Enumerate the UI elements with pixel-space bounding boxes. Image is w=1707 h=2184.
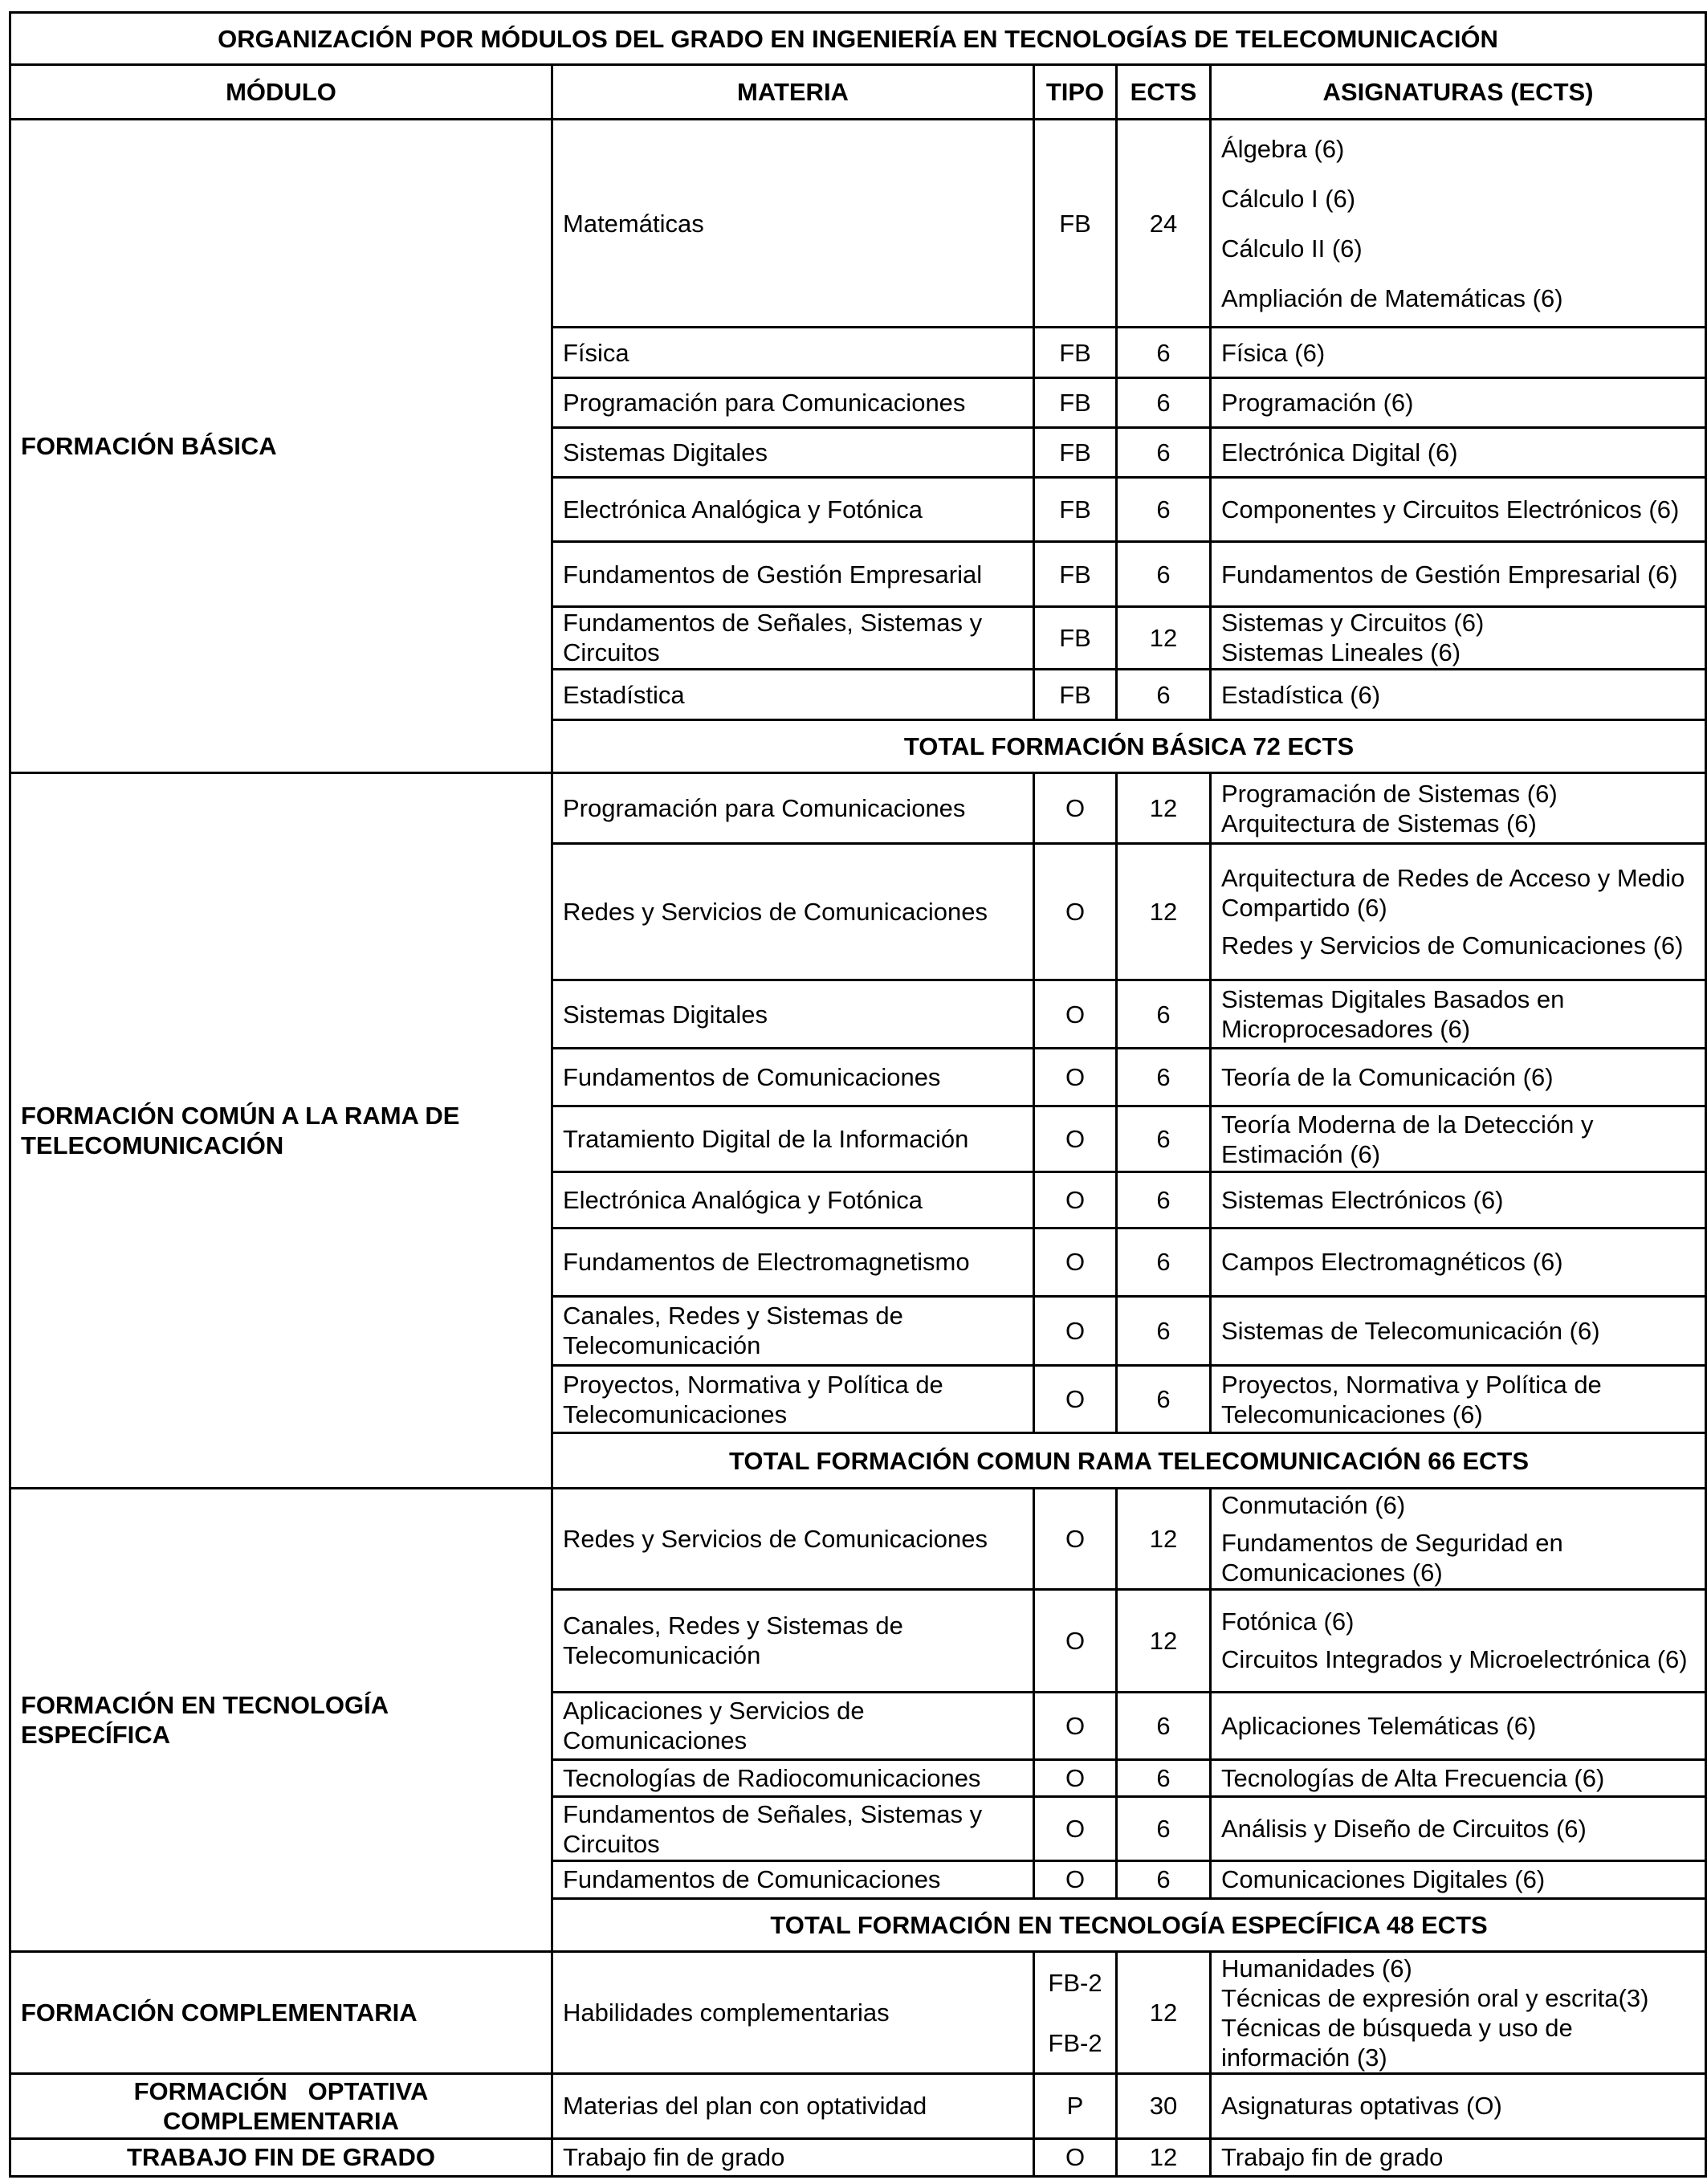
ects-cell: 6 [1117,1106,1211,1171]
ects-cell: 6 [1117,1228,1211,1296]
asignaturas-cell [1211,1488,1706,1589]
asignatura: Redes y Servicios de Comunicaciones (6) [1221,931,1684,960]
header-row [10,65,1706,120]
ects-cell: 6 [1117,377,1211,427]
asignaturas-cell: Asignaturas optativas (O) [1211,2074,1706,2138]
asignaturas-cell [1211,773,1706,843]
tipo-cell: FB [1034,328,1117,377]
tipo-cell: O [1034,1861,1117,1898]
materia-cell: Proyectos, Normativa y Política de Telecomunicaciones [552,1366,1034,1433]
asignatura: Programación de Sistemas (6) [1221,779,1558,808]
tipo-cell: O [1034,1228,1117,1296]
asignatura: Técnicas de búsqueda y uso de información (3) [1221,2013,1573,2072]
tipo-value: FB-2 [1048,1968,1102,1997]
modules-table [9,11,1707,2178]
tipo-cell: O [1034,843,1117,980]
asignaturas-cell: Teoría de la Comunicación (6) [1211,1048,1706,1106]
tipo-cell: O [1034,773,1117,843]
asignaturas-cell: Teoría Moderna de la Detección y Estimación (6) [1211,1106,1706,1171]
materia-cell: Habilidades complementarias [552,1951,1034,2074]
tipo-cell: FB [1034,478,1117,542]
tipo-cell: O [1034,1692,1117,1759]
materia-cell: Física [552,328,1034,377]
title-row [10,13,1706,65]
asignatura: Cálculo II (6) [1221,234,1363,263]
asignaturas-cell: Electrónica Digital (6) [1211,427,1706,477]
total-comun: TOTAL FORMACIÓN COMUN RAMA TELECOMUNICACIÓN 66 ECTS [552,1433,1706,1488]
ects-cell: 6 [1117,1861,1211,1898]
tipo-cell: O [1034,1797,1117,1861]
ects-cell: 12 [1117,1951,1211,2074]
asignaturas-cell: Proyectos, Normativa y Política de Telecomunicaciones (6) [1211,1366,1706,1433]
asignatura: Humanidades (6) [1221,1954,1412,1982]
tipo-cell [1034,1951,1117,2074]
tipo-cell: O [1034,1759,1117,1796]
ects-cell: 6 [1117,669,1211,719]
ects-cell: 12 [1117,606,1211,669]
materia-cell: Fundamentos de Comunicaciones [552,1861,1034,1898]
materia-cell: Redes y Servicios de Comunicaciones [552,843,1034,980]
header-materia: MATERIA [552,65,1034,120]
table-row [10,2074,1706,2138]
ects-cell: 6 [1117,1797,1211,1861]
materia-cell: Aplicaciones y Servicios de Comunicaciones [552,1692,1034,1759]
materia-cell: Fundamentos de Señales, Sistemas y Circuitos [552,606,1034,669]
asignaturas-cell: Aplicaciones Telemáticas (6) [1211,1692,1706,1759]
asignatura: Ampliación de Matemáticas (6) [1221,283,1563,312]
asignaturas-cell [1211,1951,1706,2074]
table-row [10,1488,1706,1589]
tipo-cell: O [1034,1488,1117,1589]
asignaturas-cell [1211,606,1706,669]
asignaturas-cell: Sistemas Digitales Basados en Microprocesadores (6) [1211,980,1706,1048]
tipo-cell: O [1034,1296,1117,1365]
materia-cell: Redes y Servicios de Comunicaciones [552,1488,1034,1589]
asignaturas-cell: Sistemas de Telecomunicación (6) [1211,1296,1706,1365]
ects-cell: 12 [1117,2138,1211,2176]
materia-cell: Materias del plan con optatividad [552,2074,1034,2138]
module-cell-tfg: TRABAJO FIN DE GRADO [10,2138,552,2176]
total-especifica: TOTAL FORMACIÓN EN TECNOLOGÍA ESPECÍFICA 48 ECTS [552,1898,1706,1951]
asignaturas-cell: Campos Electromagnéticos (6) [1211,1228,1706,1296]
materia-cell: Electrónica Analógica y Fotónica [552,1172,1034,1228]
materia-cell: Electrónica Analógica y Fotónica [552,478,1034,542]
materia-cell: Tecnologías de Radiocomunicaciones [552,1759,1034,1796]
tipo-cell: FB [1034,427,1117,477]
tipo-value: FB-2 [1048,2028,1102,2057]
tipo-cell: O [1034,1048,1117,1106]
asignaturas-cell [1211,120,1706,328]
module-cell-basica: FORMACIÓN BÁSICA [10,120,552,773]
tipo-cell: FB [1034,606,1117,669]
module-cell-especifica: FORMACIÓN EN TECNOLOGÍA ESPECÍFICA [10,1488,552,1951]
table-row [10,1951,1706,2074]
asignatura: Arquitectura de Sistemas (6) [1221,809,1537,837]
tipo-cell: O [1034,2138,1117,2176]
tipo-cell: FB [1034,120,1117,328]
asignatura: Arquitectura de Redes de Acceso y Medio Compartido (6) [1221,864,1685,923]
ects-cell: 6 [1117,478,1211,542]
materia-cell: Fundamentos de Electromagnetismo [552,1228,1034,1296]
tipo-cell: O [1034,1172,1117,1228]
materia-cell: Fundamentos de Señales, Sistemas y Circuitos [552,1797,1034,1861]
asignaturas-cell: Fundamentos de Gestión Empresarial (6) [1211,542,1706,606]
asignaturas-cell: Componentes y Circuitos Electrónicos (6) [1211,478,1706,542]
module-cell-optativa: FORMACIÓN OPTATIVA COMPLEMENTARIA [10,2074,552,2138]
materia-cell: Estadística [552,669,1034,719]
materia-cell: Tratamiento Digital de la Información [552,1106,1034,1171]
table-title: ORGANIZACIÓN POR MÓDULOS DEL GRADO EN INGENIERÍA EN TECNOLOGÍAS DE TELECOMUNICACIÓN [10,13,1706,65]
asignaturas-cell: Tecnologías de Alta Frecuencia (6) [1211,1759,1706,1796]
materia-cell: Trabajo fin de grado [552,2138,1034,2176]
ects-cell: 12 [1117,773,1211,843]
total-basica: TOTAL FORMACIÓN BÁSICA 72 ECTS [552,720,1706,773]
ects-cell: 6 [1117,542,1211,606]
asignaturas-cell: Análisis y Diseño de Circuitos (6) [1211,1797,1706,1861]
asignatura: Fundamentos de Seguridad en Comunicaciones (6) [1221,1528,1563,1587]
tipo-cell: FB [1034,669,1117,719]
ects-cell: 12 [1117,1590,1211,1692]
tipo-cell: O [1034,980,1117,1048]
asignatura: Álgebra (6) [1221,134,1345,163]
ects-cell: 6 [1117,980,1211,1048]
header-tipo: TIPO [1034,65,1117,120]
materia-cell: Matemáticas [552,120,1034,328]
asignatura: Sistemas Lineales (6) [1221,638,1461,667]
table-row [10,2138,1706,2176]
materia-cell: Fundamentos de Gestión Empresarial [552,542,1034,606]
ects-cell: 12 [1117,843,1211,980]
ects-cell: 6 [1117,427,1211,477]
ects-cell: 24 [1117,120,1211,328]
asignatura: Circuitos Integrados y Microelectrónica (6) [1221,1645,1688,1674]
tipo-cell: O [1034,1590,1117,1692]
ects-cell: 6 [1117,328,1211,377]
module-cell-complementaria: FORMACIÓN COMPLEMENTARIA [10,1951,552,2074]
tipo-cell: O [1034,1366,1117,1433]
asignatura: Sistemas y Circuitos (6) [1221,609,1485,638]
asignatura: Técnicas de expresión oral y escrita(3) [1221,1983,1649,2012]
asignatura: Cálculo I (6) [1221,184,1356,213]
ects-cell: 12 [1117,1488,1211,1589]
ects-cell: 6 [1117,1366,1211,1433]
ects-cell: 6 [1117,1759,1211,1796]
asignaturas-cell [1211,843,1706,980]
asignaturas-cell [1211,1590,1706,1692]
tipo-cell: FB [1034,377,1117,427]
ects-cell: 6 [1117,1296,1211,1365]
materia-cell: Canales, Redes y Sistemas de Telecomunicación [552,1296,1034,1365]
asignaturas-cell: Trabajo fin de grado [1211,2138,1706,2176]
materia-cell: Programación para Comunicaciones [552,773,1034,843]
tipo-cell: O [1034,1106,1117,1171]
asignaturas-cell: Física (6) [1211,328,1706,377]
materia-cell: Canales, Redes y Sistemas de Telecomunicación [552,1590,1034,1692]
ects-cell: 6 [1117,1048,1211,1106]
ects-cell: 6 [1117,1172,1211,1228]
header-asignaturas: ASIGNATURAS (ECTS) [1211,65,1706,120]
tipo-cell: P [1034,2074,1117,2138]
asignaturas-cell: Estadística (6) [1211,669,1706,719]
materia-cell: Sistemas Digitales [552,427,1034,477]
materia-cell: Programación para Comunicaciones [552,377,1034,427]
asignaturas-cell: Sistemas Electrónicos (6) [1211,1172,1706,1228]
asignaturas-cell: Comunicaciones Digitales (6) [1211,1861,1706,1898]
ects-cell: 30 [1117,2074,1211,2138]
materia-cell: Fundamentos de Comunicaciones [552,1048,1034,1106]
tipo-cell: FB [1034,542,1117,606]
table-row [10,120,1706,328]
header-ects: ECTS [1117,65,1211,120]
asignatura: Conmutación (6) [1221,1490,1406,1519]
table-row [10,773,1706,843]
asignatura: Fotónica (6) [1221,1607,1355,1636]
asignaturas-cell: Programación (6) [1211,377,1706,427]
materia-cell: Sistemas Digitales [552,980,1034,1048]
module-cell-comun: FORMACIÓN COMÚN A LA RAMA DE TELECOMUNICACIÓN [10,773,552,1488]
header-modulo: MÓDULO [10,65,552,120]
ects-cell: 6 [1117,1692,1211,1759]
